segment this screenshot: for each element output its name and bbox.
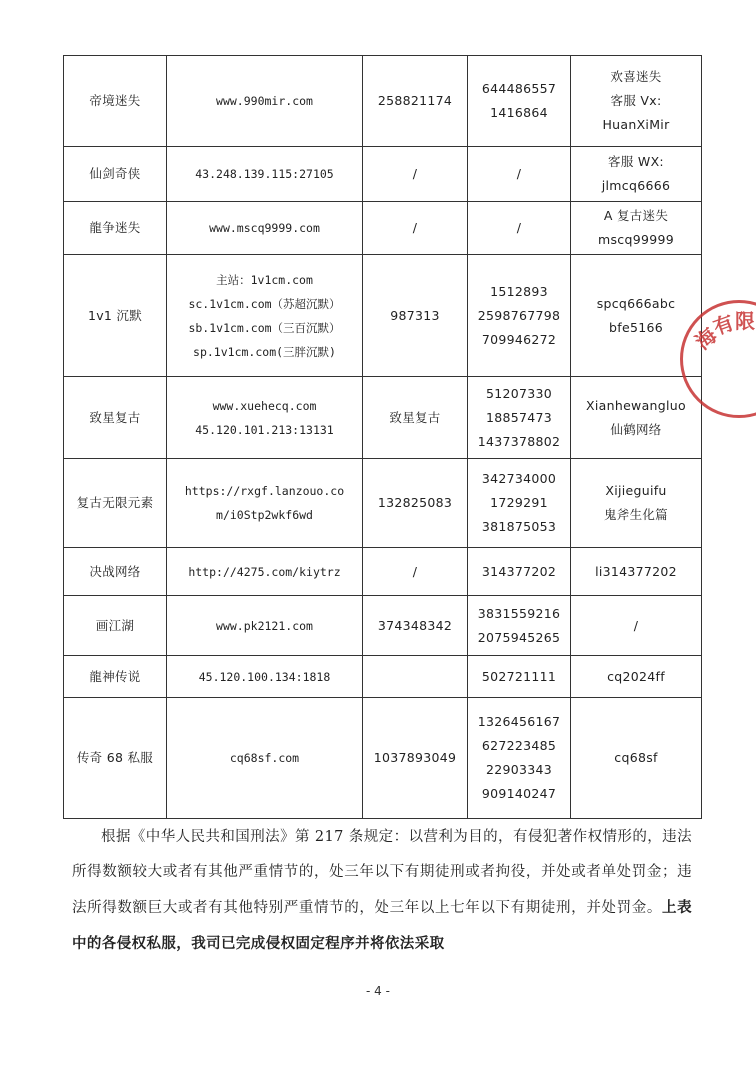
qq-cell-line: / — [412, 563, 418, 579]
contact-cell-line: 客服 WX: — [608, 154, 664, 169]
group-cell-line: 1326456167 — [477, 714, 561, 729]
website-cell — [167, 56, 363, 147]
contact-cell — [571, 548, 702, 596]
server-name-cell — [64, 596, 167, 656]
website-cell — [167, 548, 363, 596]
contact-cell — [571, 202, 702, 255]
qq-cell — [363, 56, 468, 147]
qq-cell — [363, 255, 468, 377]
website-cell — [167, 596, 363, 656]
website-cell — [167, 656, 363, 698]
qq-cell-line: / — [412, 166, 418, 181]
table-row — [64, 656, 702, 698]
group-cell — [468, 56, 571, 147]
qq-cell — [363, 698, 468, 819]
website-cell-line: www.990mir.com — [216, 94, 313, 108]
group-cell-line: 1729291 — [490, 495, 548, 510]
group-cell — [468, 596, 571, 656]
website-cell-line: https://rxgf.lanzouo.co — [184, 484, 345, 498]
table-row — [64, 698, 702, 819]
qq-cell — [363, 202, 468, 255]
contact-cell-line: HuanXiMir — [602, 117, 670, 132]
server-name-cell-line: 致星复古 — [89, 409, 141, 425]
law-text: 根据《中华人民共和国刑法》第 217 条规定：以营利为目的，有侵犯著作权情形的，违法所得数额较大或者有其他严重情节的，处三年以下有期徒刑或者拘役，并处或者单处罚金；违法所得数额巨大或者有其他特别严重情节的，处三年以上七年以下有期徒刑，并处罚金。 — [72, 829, 692, 916]
server-name-cell-line: 传奇 68 私服 — [76, 750, 154, 765]
group-cell — [468, 202, 571, 255]
group-cell-line: 909140247 — [481, 786, 557, 801]
qq-cell — [363, 147, 468, 202]
group-cell — [468, 147, 571, 202]
group-cell-line: 2075945265 — [477, 629, 561, 645]
website-cell — [167, 202, 363, 255]
group-cell-line: 1512893 — [490, 283, 548, 299]
contact-cell — [571, 56, 702, 147]
contact-cell-line: 客服 Vx: — [610, 93, 662, 108]
qq-cell-line: 致星复古 — [389, 409, 441, 425]
qq-cell — [363, 596, 468, 656]
server-name-cell-line: 画江湖 — [95, 617, 135, 633]
qq-cell — [363, 377, 468, 459]
table-row — [64, 56, 702, 147]
table-row — [64, 147, 702, 202]
qq-cell — [363, 656, 468, 698]
website-cell-line: 45.120.100.134:1818 — [198, 669, 331, 684]
server-name-cell — [64, 255, 167, 377]
contact-cell-line: cq68sf — [614, 750, 658, 765]
group-cell — [468, 255, 571, 377]
group-cell-line: 22903343 — [485, 762, 553, 777]
server-name-cell-line: 1v1 沉默 — [87, 307, 143, 323]
contact-cell-line: / — [633, 617, 639, 633]
qq-cell-line: / — [412, 220, 418, 235]
qq-cell-line: 987313 — [390, 307, 440, 323]
contact-cell-line: bfe5166 — [609, 319, 663, 335]
server-name-cell — [64, 202, 167, 255]
table-row — [64, 548, 702, 596]
contact-cell-line: 仙鹤网络 — [610, 421, 662, 437]
contact-cell-line: cq2024ff — [607, 668, 665, 684]
website-cell — [167, 698, 363, 819]
group-cell-line: 342734000 — [481, 471, 557, 486]
website-cell-line: www.pk2121.com — [216, 618, 313, 633]
group-cell-line: 381875053 — [481, 519, 557, 534]
website-cell-line: http://4275.com/kiytrz — [188, 564, 341, 579]
server-name-cell — [64, 377, 167, 459]
law-paragraph — [72, 820, 692, 962]
qq-cell-line: 1037893049 — [373, 750, 457, 765]
website-cell-line: 43.248.139.115:27105 — [195, 167, 334, 181]
group-cell-line: 627223485 — [481, 738, 557, 753]
website-cell — [167, 255, 363, 377]
group-cell-line: 51207330 — [485, 385, 553, 401]
contact-cell-line: mscq99999 — [598, 232, 674, 247]
contact-cell — [571, 596, 702, 656]
group-cell-line: 18857473 — [485, 409, 553, 425]
website-cell — [167, 147, 363, 202]
contact-cell-line: Xianhewangluo — [586, 397, 686, 413]
table-row — [64, 255, 702, 377]
website-cell — [167, 459, 363, 548]
group-cell — [468, 656, 571, 698]
table-row — [64, 596, 702, 656]
contact-cell-line: li314377202 — [595, 563, 677, 579]
server-name-cell-line: 决战网络 — [89, 563, 141, 579]
contact-cell — [571, 656, 702, 698]
group-cell-line: 314377202 — [481, 563, 557, 579]
group-cell — [468, 698, 571, 819]
group-cell-line: 1416864 — [490, 105, 548, 120]
contact-cell — [571, 147, 702, 202]
server-name-cell — [64, 459, 167, 548]
table-row — [64, 202, 702, 255]
contact-cell — [571, 459, 702, 548]
page-number: - 4 - — [366, 984, 390, 998]
server-name-cell — [64, 548, 167, 596]
server-name-cell-line: 仙剑奇侠 — [89, 166, 141, 181]
website-cell-line: cq68sf.com — [229, 751, 300, 765]
qq-cell — [363, 459, 468, 548]
server-name-cell-line: 复古无限元素 — [76, 495, 154, 510]
qq-cell-line: 374348342 — [377, 617, 453, 633]
server-name-cell — [64, 147, 167, 202]
qq-cell — [363, 548, 468, 596]
group-cell-line: 1437378802 — [477, 433, 561, 449]
group-cell-line: 502721111 — [481, 668, 557, 684]
website-cell-line: sb.1v1cm.com（三百沉默） — [188, 320, 341, 335]
group-cell-line: / — [516, 166, 522, 181]
infringement-table — [63, 55, 702, 819]
website-cell-line: m/i0Stp2wkf6wd — [216, 508, 313, 522]
group-cell — [468, 548, 571, 596]
contact-cell-line: Xijieguifu — [605, 483, 667, 498]
website-cell-line: 45.120.101.213:13131 — [195, 422, 334, 437]
website-cell-line: sp.1v1cm.com(三胖沉默) — [193, 344, 336, 359]
website-cell-line: www.mscq9999.com — [209, 221, 320, 235]
group-cell — [468, 377, 571, 459]
contact-cell — [571, 377, 702, 459]
contact-cell-line: spcq666abc — [596, 295, 676, 311]
server-name-cell-line: 龍神传说 — [89, 668, 141, 684]
contact-cell-line: 欢喜迷失 — [610, 69, 662, 84]
server-name-cell-line: 帝境迷失 — [89, 93, 141, 108]
server-name-cell — [64, 656, 167, 698]
table-row — [64, 377, 702, 459]
group-cell — [468, 459, 571, 548]
company-seal: 海 有 限 — [680, 300, 756, 418]
website-cell-line: 主站：1v1cm.com — [216, 272, 313, 287]
table-row — [64, 459, 702, 548]
server-name-cell — [64, 56, 167, 147]
website-cell-line: www.xuehecq.com — [212, 398, 317, 413]
qq-cell-line: 258821174 — [377, 93, 453, 108]
group-cell-line: 644486557 — [481, 81, 557, 96]
law-text-bold: 上表中的各侵权私服，我司已完成侵权固定程序并将依法采取 — [72, 899, 692, 952]
server-name-cell — [64, 698, 167, 819]
website-cell — [167, 377, 363, 459]
group-cell-line: / — [516, 220, 522, 235]
website-cell-line: sc.1v1cm.com（苏超沉默） — [188, 296, 341, 311]
group-cell-line: 2598767798 — [477, 307, 561, 323]
qq-cell-line: 132825083 — [377, 495, 453, 510]
server-name-cell-line: 龍争迷失 — [89, 220, 141, 235]
contact-cell — [571, 698, 702, 819]
contact-cell-line: 鬼斧生化篇 — [603, 507, 668, 522]
contact-cell-line: jlmcq6666 — [601, 178, 671, 193]
contact-cell-line: A 复古迷失 — [603, 208, 669, 223]
group-cell-line: 3831559216 — [477, 605, 561, 621]
group-cell-line: 709946272 — [481, 331, 557, 347]
